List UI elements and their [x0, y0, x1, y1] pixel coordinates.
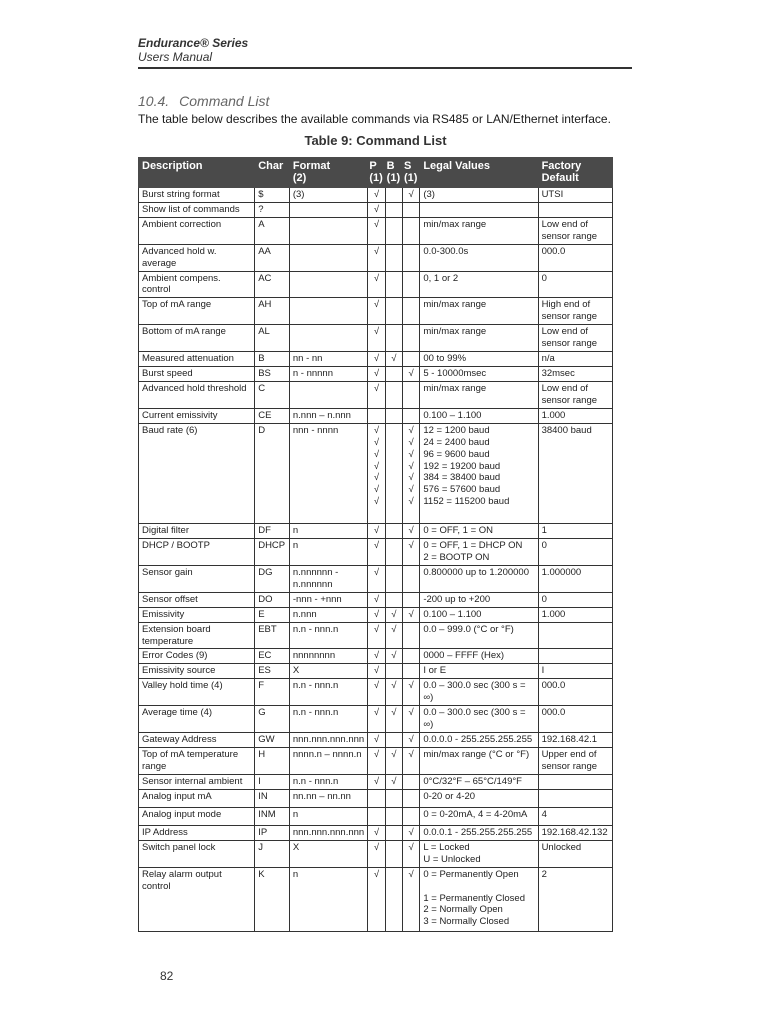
legal-values-cell: 0 = OFF, 1 = DHCP ON 2 = BOOTP ON [420, 539, 538, 566]
desc-cell: Burst speed [139, 367, 255, 382]
p-check-cell: √ [368, 679, 385, 706]
p-check-cell: √ [368, 245, 385, 272]
s-check-cell [403, 382, 420, 409]
format-cell: n [289, 808, 367, 826]
factory-default-cell: 38400 baud [538, 424, 612, 524]
char-cell: INM [255, 808, 290, 826]
legal-values-cell: 0.0.0.1 - 255.255.255.255 [420, 826, 538, 841]
format-cell: nnn - nnnn [289, 424, 367, 524]
b-check-cell [385, 218, 402, 245]
desc-cell: Ambient correction [139, 218, 255, 245]
s-check-cell: √ [403, 826, 420, 841]
b-check-cell: √ [385, 775, 402, 790]
desc-cell: Advanced hold w. average [139, 245, 255, 272]
char-cell: $ [255, 188, 290, 203]
legal-values-cell: 0°C/32°F – 65°C/149°F [420, 775, 538, 790]
char-cell: H [255, 748, 290, 775]
b-check-cell: √ [385, 622, 402, 649]
char-cell: ES [255, 664, 290, 679]
p-check-cell: √ [368, 775, 385, 790]
p-check-cell: √ [368, 352, 385, 367]
format-cell: n [289, 539, 367, 566]
s-check-cell [403, 298, 420, 325]
format-cell [289, 325, 367, 352]
p-check-cell: √ [368, 664, 385, 679]
factory-default-cell: Unlocked [538, 841, 612, 868]
factory-default-cell: 192.168.42.132 [538, 826, 612, 841]
format-cell: n.n - nnn.n [289, 775, 367, 790]
b-check-cell [385, 271, 402, 298]
b-check-cell [385, 524, 402, 539]
p-check-cell: √ [368, 826, 385, 841]
legal-values-cell: min/max range (°C or °F) [420, 748, 538, 775]
b-check-cell [385, 424, 402, 524]
table-row [139, 271, 613, 298]
desc-cell: Show list of commands [139, 203, 255, 218]
desc-cell: Analog input mode [139, 808, 255, 826]
b-check-cell: √ [385, 679, 402, 706]
char-cell: C [255, 382, 290, 409]
legal-values-cell [420, 203, 538, 218]
header-description: Description [139, 158, 255, 188]
header-p: P (1) [368, 158, 385, 188]
s-check-cell: √ [403, 867, 420, 931]
char-cell: AL [255, 325, 290, 352]
factory-default-cell: 1.000 [538, 607, 612, 622]
char-cell: AH [255, 298, 290, 325]
factory-default-cell: 0 [538, 539, 612, 566]
legal-values-cell: 0.0 – 300.0 sec (300 s = ∞) [420, 706, 538, 733]
p-check-cell: √ [368, 271, 385, 298]
legal-values-cell: -200 up to +200 [420, 592, 538, 607]
factory-default-cell: 0 [538, 271, 612, 298]
s-check-cell [403, 622, 420, 649]
desc-cell: Analog input mA [139, 790, 255, 808]
char-cell: EBT [255, 622, 290, 649]
manual-title: Users Manual [138, 50, 213, 64]
table-row [139, 775, 613, 790]
p-check-cell: √ [368, 592, 385, 607]
s-check-cell: √ [403, 524, 420, 539]
s-check-cell: √ [403, 706, 420, 733]
p-check-cell: √ [368, 867, 385, 931]
legal-values-cell: 0 = OFF, 1 = ON [420, 524, 538, 539]
desc-cell: Extension board temperature [139, 622, 255, 649]
header-legal-values: Legal Values [420, 158, 538, 188]
format-cell: X [289, 841, 367, 868]
table-row [139, 607, 613, 622]
legal-values-cell: 0.100 – 1.100 [420, 607, 538, 622]
s-check-cell [403, 664, 420, 679]
desc-cell: Sensor gain [139, 565, 255, 592]
table-row [139, 424, 613, 524]
legal-values-cell: min/max range [420, 382, 538, 409]
s-check-cell: √ [403, 748, 420, 775]
b-check-cell [385, 733, 402, 748]
format-cell [289, 382, 367, 409]
factory-default-cell: 0 [538, 592, 612, 607]
legal-values-cell: I or E [420, 664, 538, 679]
desc-cell: Emissivity [139, 607, 255, 622]
desc-cell: DHCP / BOOTP [139, 539, 255, 566]
table-row [139, 664, 613, 679]
factory-default-cell: High end of sensor range [538, 298, 612, 325]
format-cell: n.nnn – n.nnn [289, 409, 367, 424]
desc-cell: Error Codes (9) [139, 649, 255, 664]
char-cell: ? [255, 203, 290, 218]
p-check-cell: √ √ √ √ √ √ √ [368, 424, 385, 524]
char-cell: K [255, 867, 290, 931]
header-b: B (1) [385, 158, 402, 188]
table-caption: Table 9: Command List [304, 133, 447, 148]
format-cell: nnnn.n – nnnn.n [289, 748, 367, 775]
format-cell: n.nnnnnn - n.nnnnnn [289, 565, 367, 592]
s-check-cell [403, 565, 420, 592]
desc-cell: Relay alarm output control [139, 867, 255, 931]
factory-default-cell: n/a [538, 352, 612, 367]
table-row [139, 649, 613, 664]
format-cell [289, 271, 367, 298]
s-check-cell [403, 325, 420, 352]
factory-default-cell [538, 203, 612, 218]
b-check-cell [385, 790, 402, 808]
b-check-cell [385, 245, 402, 272]
header-factory-default: Factory Default [538, 158, 612, 188]
table-row [139, 367, 613, 382]
header-s: S (1) [403, 158, 420, 188]
legal-values-cell: 0.0 – 999.0 (°C or °F) [420, 622, 538, 649]
desc-cell: Advanced hold threshold [139, 382, 255, 409]
factory-default-cell: UTSI [538, 188, 612, 203]
desc-cell: Emissivity source [139, 664, 255, 679]
legal-values-cell: 0 = 0-20mA, 4 = 4-20mA [420, 808, 538, 826]
char-cell: F [255, 679, 290, 706]
format-cell: (3) [289, 188, 367, 203]
command-table [138, 157, 613, 932]
table-row [139, 245, 613, 272]
table-row [139, 733, 613, 748]
desc-cell: Digital filter [139, 524, 255, 539]
p-check-cell [368, 790, 385, 808]
format-cell [289, 203, 367, 218]
s-check-cell [403, 218, 420, 245]
intro-paragraph: The table below describes the available commands via RS485 or LAN/Ethernet interface. [138, 112, 611, 126]
b-check-cell: √ [385, 706, 402, 733]
char-cell: J [255, 841, 290, 868]
legal-values-cell: 0.0 – 300.0 sec (300 s = ∞) [420, 679, 538, 706]
format-cell: n.n - nnn.n [289, 706, 367, 733]
table-row [139, 622, 613, 649]
format-cell: n [289, 524, 367, 539]
desc-cell: Baud rate (6) [139, 424, 255, 524]
s-check-cell [403, 649, 420, 664]
b-check-cell [385, 808, 402, 826]
b-check-cell [385, 664, 402, 679]
legal-values-cell: min/max range [420, 325, 538, 352]
format-cell [289, 245, 367, 272]
char-cell: BS [255, 367, 290, 382]
s-check-cell: √ [403, 188, 420, 203]
format-cell [289, 218, 367, 245]
legal-values-cell: 0 = Permanently Open 1 = Permanently Closed 2 = Normally Open 3 = Normally Closed [420, 867, 538, 931]
section-title: Command List [179, 93, 270, 109]
b-check-cell [385, 382, 402, 409]
char-cell: DHCP [255, 539, 290, 566]
p-check-cell [368, 409, 385, 424]
table-row [139, 188, 613, 203]
factory-default-cell: 000.0 [538, 679, 612, 706]
p-check-cell: √ [368, 607, 385, 622]
series-title: Endurance® Series [138, 36, 249, 50]
desc-cell: Top of mA range [139, 298, 255, 325]
factory-default-cell: 192.168.42.1 [538, 733, 612, 748]
p-check-cell: √ [368, 188, 385, 203]
factory-default-cell: 1 [538, 524, 612, 539]
format-cell: -nnn - +nnn [289, 592, 367, 607]
b-check-cell [385, 409, 402, 424]
table-row [139, 867, 613, 931]
char-cell: I [255, 775, 290, 790]
format-cell [289, 298, 367, 325]
table-row [139, 352, 613, 367]
p-check-cell: √ [368, 298, 385, 325]
format-cell: n.n - nnn.n [289, 679, 367, 706]
legal-values-cell: 0-20 or 4-20 [420, 790, 538, 808]
format-cell: nn.nn – nn.nn [289, 790, 367, 808]
char-cell: DF [255, 524, 290, 539]
desc-cell: Burst string format [139, 188, 255, 203]
factory-default-cell: 1.000 [538, 409, 612, 424]
table-row [139, 524, 613, 539]
char-cell: AA [255, 245, 290, 272]
table-row [139, 679, 613, 706]
s-check-cell [403, 775, 420, 790]
b-check-cell [385, 867, 402, 931]
format-cell: nnn.nnn.nnn.nnn [289, 733, 367, 748]
legal-values-cell: (3) [420, 188, 538, 203]
b-check-cell: √ [385, 649, 402, 664]
table-row [139, 382, 613, 409]
table-row [139, 826, 613, 841]
legal-values-cell: min/max range [420, 218, 538, 245]
s-check-cell [403, 352, 420, 367]
s-check-cell: √ [403, 367, 420, 382]
p-check-cell: √ [368, 367, 385, 382]
desc-cell: Gateway Address [139, 733, 255, 748]
factory-default-cell [538, 775, 612, 790]
header-rule [138, 67, 632, 69]
factory-default-cell [538, 622, 612, 649]
table-row [139, 539, 613, 566]
char-cell: A [255, 218, 290, 245]
p-check-cell: √ [368, 524, 385, 539]
table-row [139, 808, 613, 826]
desc-cell: Measured attenuation [139, 352, 255, 367]
b-check-cell: √ [385, 352, 402, 367]
s-check-cell: √ √ √ √ √ √ √ [403, 424, 420, 524]
format-cell: n.n - nnn.n [289, 622, 367, 649]
s-check-cell [403, 409, 420, 424]
b-check-cell [385, 203, 402, 218]
b-check-cell [385, 565, 402, 592]
s-check-cell: √ [403, 539, 420, 566]
p-check-cell: √ [368, 539, 385, 566]
legal-values-cell: min/max range [420, 298, 538, 325]
char-cell: DO [255, 592, 290, 607]
table-header-row [139, 158, 613, 188]
table-row [139, 790, 613, 808]
char-cell: IP [255, 826, 290, 841]
desc-cell: Sensor internal ambient [139, 775, 255, 790]
b-check-cell [385, 188, 402, 203]
desc-cell: Valley hold time (4) [139, 679, 255, 706]
legal-values-cell: 0, 1 or 2 [420, 271, 538, 298]
b-check-cell: √ [385, 607, 402, 622]
desc-cell: Switch panel lock [139, 841, 255, 868]
p-check-cell: √ [368, 841, 385, 868]
factory-default-cell: 1.000000 [538, 565, 612, 592]
char-cell: B [255, 352, 290, 367]
format-cell: nnnnnnnn [289, 649, 367, 664]
s-check-cell [403, 271, 420, 298]
factory-default-cell: 2 [538, 867, 612, 931]
table-row [139, 748, 613, 775]
factory-default-cell: Low end of sensor range [538, 382, 612, 409]
char-cell: CE [255, 409, 290, 424]
legal-values-cell: 5 - 10000msec [420, 367, 538, 382]
format-cell: n - nnnnn [289, 367, 367, 382]
legal-values-cell: 12 = 1200 baud 24 = 2400 baud 96 = 9600 baud 192 = 19200 baud 384 = 38400 baud 576 = 57600 baud 1152 = 115200 baud [420, 424, 538, 524]
p-check-cell: √ [368, 733, 385, 748]
table-row [139, 706, 613, 733]
p-check-cell: √ [368, 706, 385, 733]
table-row [139, 409, 613, 424]
char-cell: D [255, 424, 290, 524]
char-cell: G [255, 706, 290, 733]
table-row [139, 592, 613, 607]
section-number: 10.4. [138, 93, 170, 109]
b-check-cell [385, 298, 402, 325]
s-check-cell: √ [403, 679, 420, 706]
format-cell: n [289, 867, 367, 931]
char-cell: EC [255, 649, 290, 664]
section-heading [138, 93, 269, 109]
desc-cell: Current emissivity [139, 409, 255, 424]
b-check-cell [385, 841, 402, 868]
char-cell: AC [255, 271, 290, 298]
legal-values-cell: 0.0.0.0 - 255.255.255.255 [420, 733, 538, 748]
p-check-cell: √ [368, 649, 385, 664]
desc-cell: Sensor offset [139, 592, 255, 607]
p-check-cell: √ [368, 565, 385, 592]
char-cell: GW [255, 733, 290, 748]
header-char: Char [255, 158, 290, 188]
desc-cell: Bottom of mA range [139, 325, 255, 352]
factory-default-cell: 000.0 [538, 245, 612, 272]
format-cell: X [289, 664, 367, 679]
factory-default-cell: I [538, 664, 612, 679]
p-check-cell [368, 808, 385, 826]
s-check-cell: √ [403, 733, 420, 748]
s-check-cell [403, 245, 420, 272]
table-row [139, 565, 613, 592]
factory-default-cell: Low end of sensor range [538, 325, 612, 352]
table-row [139, 841, 613, 868]
p-check-cell: √ [368, 382, 385, 409]
factory-default-cell: 4 [538, 808, 612, 826]
char-cell: E [255, 607, 290, 622]
b-check-cell [385, 592, 402, 607]
s-check-cell [403, 203, 420, 218]
table-row [139, 218, 613, 245]
table-body [139, 188, 613, 932]
s-check-cell [403, 808, 420, 826]
b-check-cell [385, 826, 402, 841]
p-check-cell: √ [368, 622, 385, 649]
char-cell: IN [255, 790, 290, 808]
legal-values-cell: 0.0-300.0s [420, 245, 538, 272]
legal-values-cell: L = Locked U = Unlocked [420, 841, 538, 868]
p-check-cell: √ [368, 325, 385, 352]
s-check-cell [403, 592, 420, 607]
factory-default-cell [538, 790, 612, 808]
legal-values-cell: 0.100 – 1.100 [420, 409, 538, 424]
b-check-cell [385, 325, 402, 352]
factory-default-cell: Low end of sensor range [538, 218, 612, 245]
table-row [139, 298, 613, 325]
desc-cell: Average time (4) [139, 706, 255, 733]
factory-default-cell: 000.0 [538, 706, 612, 733]
s-check-cell: √ [403, 841, 420, 868]
b-check-cell: √ [385, 748, 402, 775]
s-check-cell [403, 790, 420, 808]
b-check-cell [385, 367, 402, 382]
page-number: 82 [160, 969, 174, 983]
p-check-cell: √ [368, 203, 385, 218]
legal-values-cell: 0000 – FFFF (Hex) [420, 649, 538, 664]
p-check-cell: √ [368, 748, 385, 775]
factory-default-cell: Upper end of sensor range [538, 748, 612, 775]
header-format: Format (2) [289, 158, 367, 188]
p-check-cell: √ [368, 218, 385, 245]
s-check-cell: √ [403, 607, 420, 622]
table-row [139, 325, 613, 352]
factory-default-cell: 32msec [538, 367, 612, 382]
legal-values-cell: 0.800000 up to 1.200000 [420, 565, 538, 592]
document-header [138, 36, 632, 64]
char-cell: DG [255, 565, 290, 592]
desc-cell: Ambient compens. control [139, 271, 255, 298]
format-cell: nn - nn [289, 352, 367, 367]
legal-values-cell: 00 to 99% [420, 352, 538, 367]
table-row [139, 203, 613, 218]
factory-default-cell [538, 649, 612, 664]
desc-cell: IP Address [139, 826, 255, 841]
desc-cell: Top of mA temperature range [139, 748, 255, 775]
format-cell: nnn.nnn.nnn.nnn [289, 826, 367, 841]
b-check-cell [385, 539, 402, 566]
format-cell: n.nnn [289, 607, 367, 622]
